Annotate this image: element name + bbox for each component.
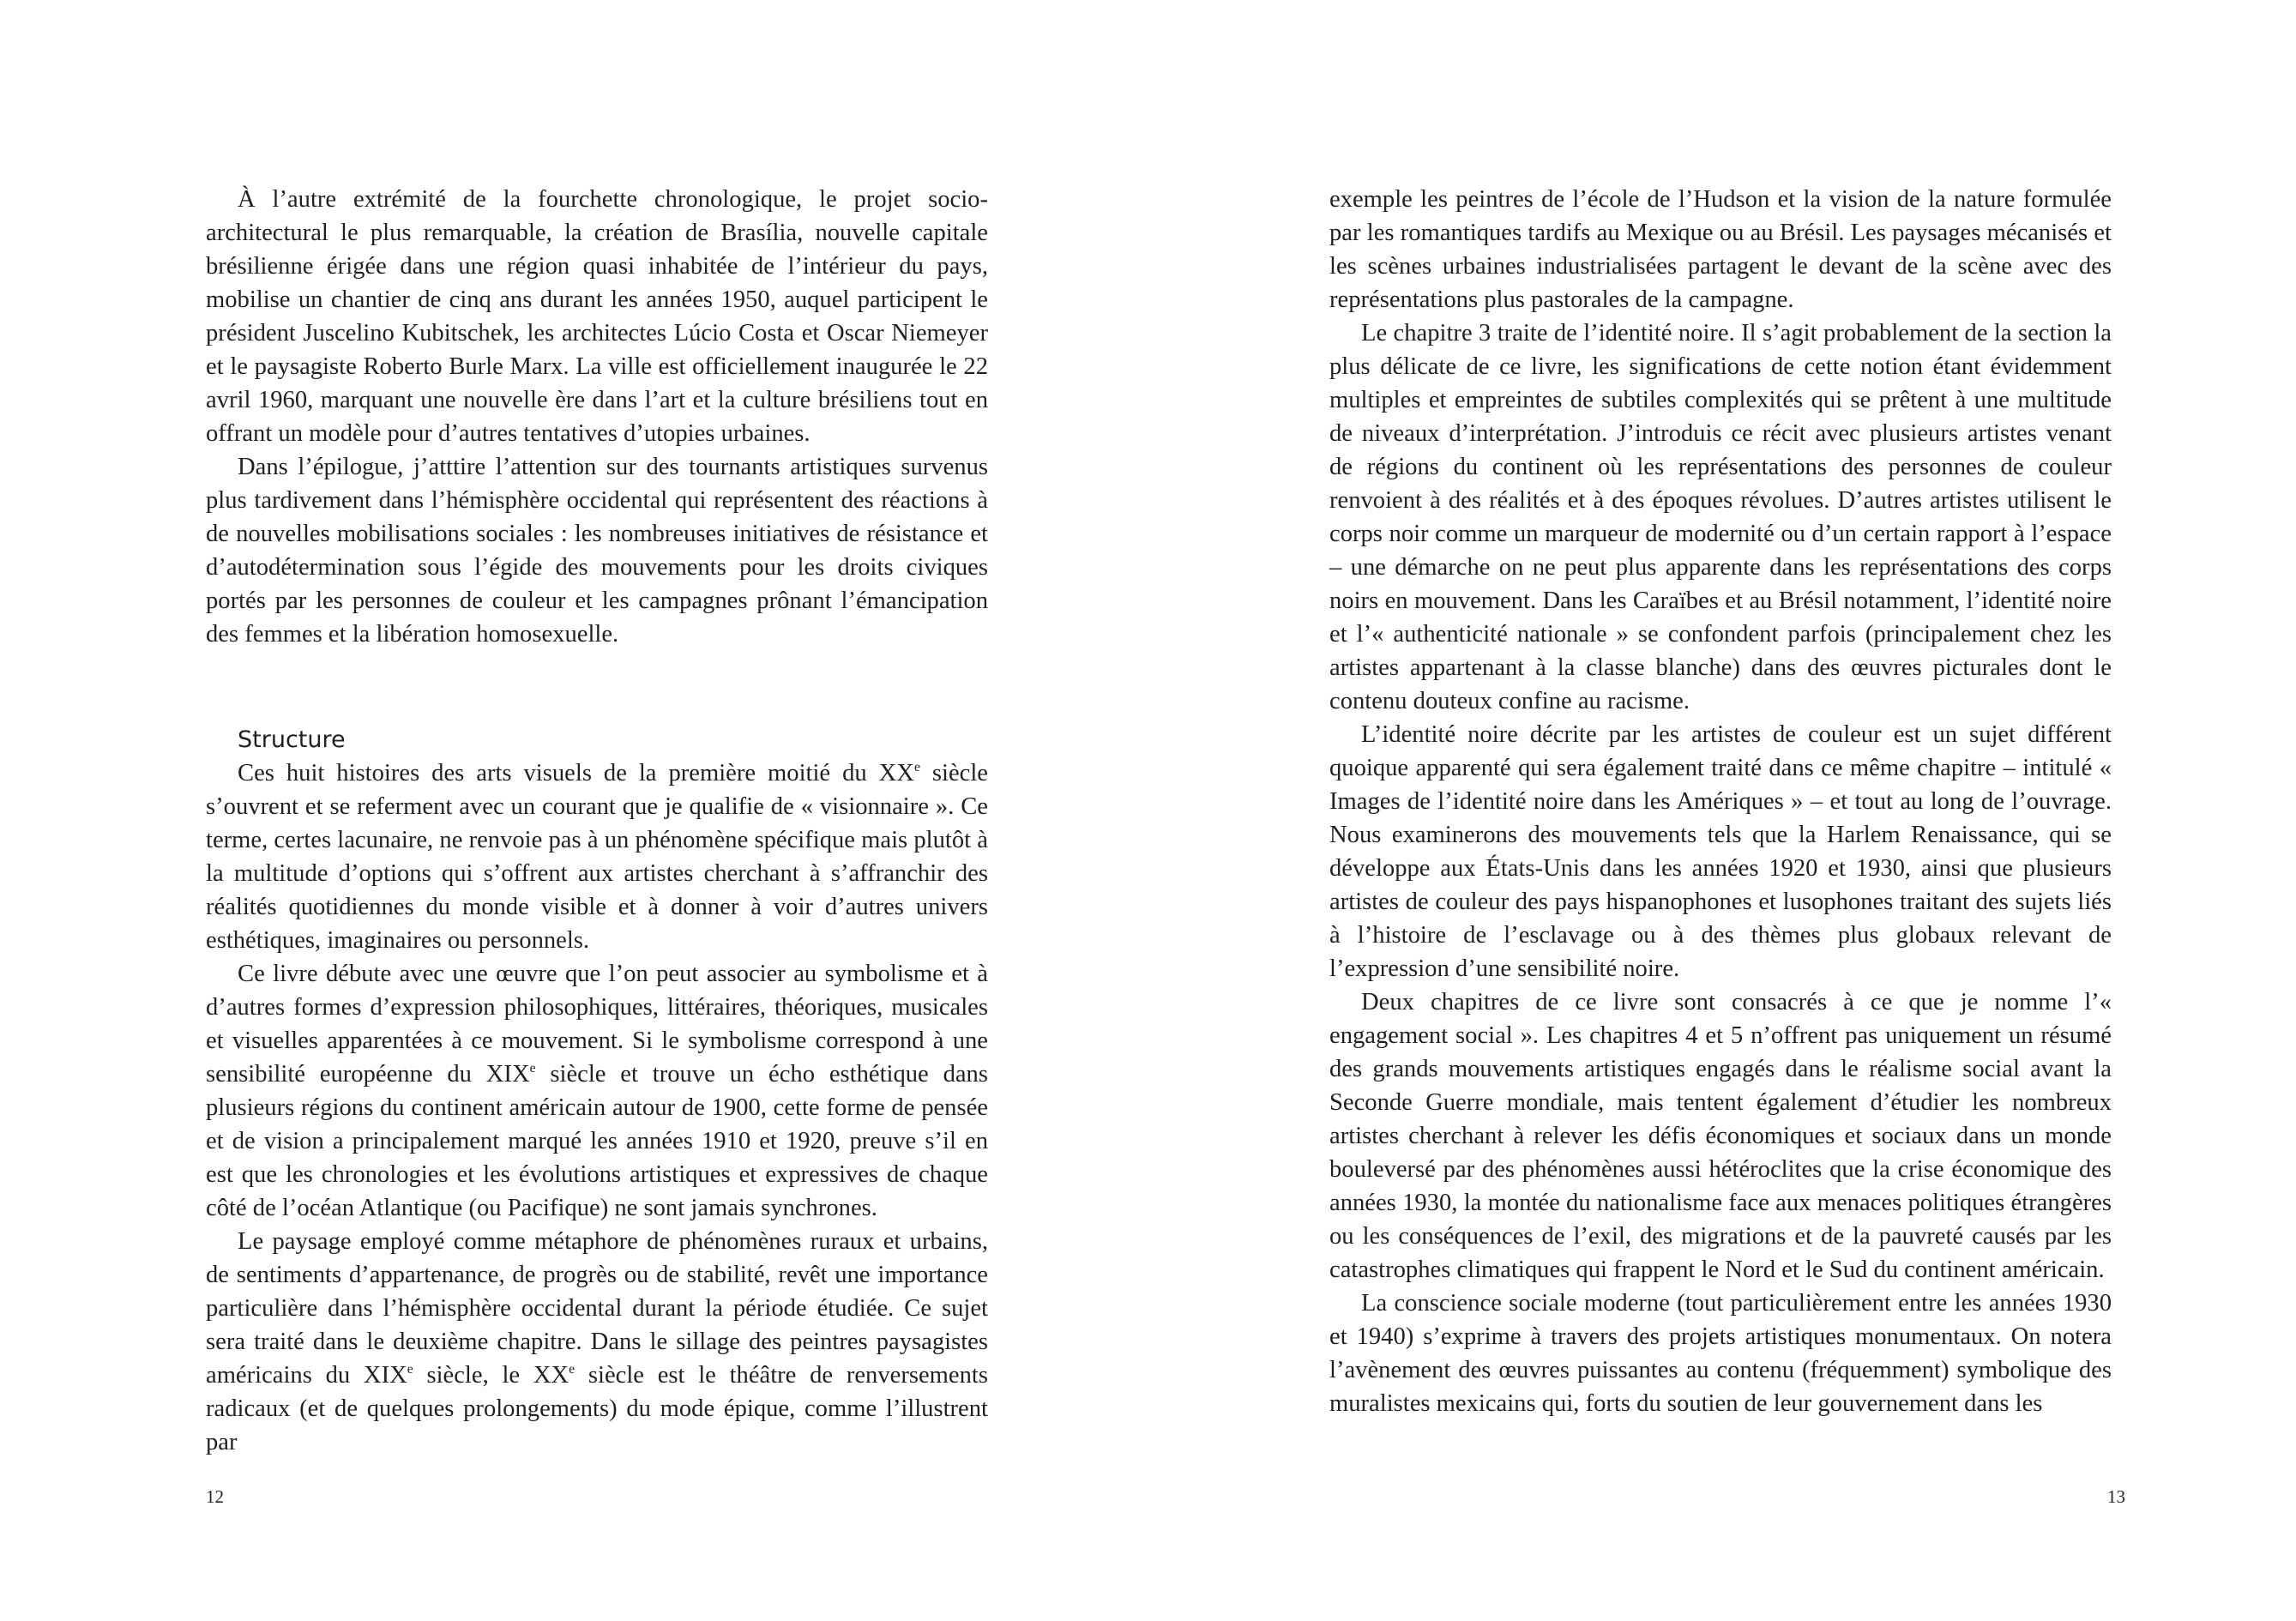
right-page [1148,0,2295,1621]
paragraph-brasilia: À l’autre extrémité de la fourchette chronologique, le projet socio-architectural le plus remarquable, la création de Brasília, nouvelle capitale brésilienne érigée dans une région quasi inhabitée de l’intérieur du pays, mobilise un chantier de cinq ans durant les années 1950, auquel participent le président Juscelino Kubitschek, les architectes Lúcio Costa et Oscar Niemeyer et le paysagiste Roberto Burle Marx. La ville est officiellement inaugurée le 22 avril 1960, marquant une nouvelle ère dans l’art et la culture brésiliens tout en offrant un modèle pour d’autres tentatives d’utopies urbaines. [206,186,988,447]
text-run: siècle est le théâtre de renversements radicaux (et de quelques prolongements) du mode épique, comme l’illustrent par [206,1362,988,1455]
section-heading-structure: Structure [238,726,346,753]
paragraph-engagement-social: Deux chapitres de ce livre sont consacrés à ce que je nomme l’« engagement social ». Les chapitres 4 et 5 n’offrent pas uniquement un résumé des grands mouvements artistiques engagés dans le réalisme social avant la Seconde Guerre mondiale, mais tentent également d’étudier les nombreux artistes cherchant à relever les défis économiques et sociaux dans un monde bouleversé par des phénomènes aussi hétéroclites que la crise économique des années 1930, la montée du nationalisme face aux menaces politiques étrangères ou les conséquences de l’exil, des migrations et de la pauvreté causés par les catastrophes climatiques qui frappent le Nord et le Sud du continent américain. [1329,989,2112,1283]
paragraph-paysage [206,1225,988,1459]
text-run: Ce livre débute avec une œuvre que l’on peut associer au symbolisme et à d’autres formes d’expression philosophiques, littéraires, théoriques, musicales et visuelles apparentées à ce mouvement. Si le symbolisme correspond à une sensibilité européenne du XIX [206,961,988,1088]
superscript: e [913,760,920,774]
paragraph-visionnaire [206,756,988,957]
superscript: e [569,1362,576,1377]
superscript: e [529,1061,536,1076]
paragraph-symbolisme [206,957,988,1225]
page-number-right: 13 [2107,1486,2125,1507]
paragraph-conscience-sociale: La conscience sociale moderne (tout particulièrement entre les années 1930 et 1940) s’exprime à travers des projets artistiques monumentaux. On notera l’avènement des œuvres puissantes au contenu (fréquemment) symbolique des muralistes mexicains qui, forts du soutien de leur gouvernement dans les [1329,1290,2112,1417]
paragraph-epilogue: Dans l’épilogue, j’atttire l’attention sur des tournants artistiques survenus plus tardivement dans l’hémisphère occidental qui représentent des réactions à de nouvelles mobilisations sociales : les nombreuses initiatives de résistance et d’autodétermination sous l’égide des mouvements pour les droits civiques portés par les personnes de couleur et les campagnes prônant l’émancipation des femmes et la libération homosexuelle. [206,454,988,648]
text-run: siècle s’ouvrent et se referment avec un courant que je qualifie de « visionnaire ». Ce terme, certes lacunaire, ne renvoie pas à un phénomène spécifique mais plutôt à la multitude d’options qui s’offrent aux artistes cherchant à s’affranchir des réalités quotidiennes du monde visible et à donner à voir d’autres univers esthétiques, imaginaires ou personnels. [206,760,988,954]
paragraph-identite-noire: Le chapitre 3 traite de l’identité noire. Il s’agit probablement de la section la plus délicate de ce livre, les significations de cette notion étant évidemment multiples et empreintes de subtiles complexités qui se prêtent à une multitude de niveaux d’interprétation. J’introduis ce récit avec plusieurs artistes venant de régions du continent où les représentations des personnes de couleur renvoient à des réalités et à des époques révolues. D’autres artistes utilisent le corps noir comme un marqueur de modernité ou d’un certain rapport à l’espace – une démarche on ne peut plus apparente dans les représentations des corps noirs en mouvement. Dans les Caraïbes et au Brésil notamment, l’identité noire et l’« authenticité nationale » se confondent parfois (principalement chez les artistes appartenant à la classe blanche) dans des œuvres picturales dont le contenu douteux confine au racisme. [1329,320,2112,714]
text-run: siècle, le XX [413,1362,569,1389]
paragraph-artistes-couleur: L’identité noire décrite par les artistes de couleur est un sujet différent quoique apparenté qui sera également traité dans ce même chapitre – intitulé « Images de l’identité noire dans les Amériques » – et tout au long de l’ouvrage. Nous examinerons des mouvements tels que la Harlem Renaissance, qui se développe aux États-Unis dans les années 1920 et 1930, ainsi que plusieurs artistes de couleur des pays hispanophones et lusophones traitant des sujets liés à l’histoire de l’esclavage ou à des thèmes plus globaux relevant de l’expression d’une sensibilité noire. [1329,721,2112,982]
text-run: Ces huit histoires des arts visuels de la première moitié du XX [238,760,914,786]
text-run: Le paysage employé comme métaphore de phénomènes ruraux et urbains, de sentiments d’appartenance, de progrès ou de stabilité, revêt une importance particulière dans l’hémisphère occidental durant la période étudiée. Ce sujet sera traité dans le deuxième chapitre. Dans le sillage des peintres paysagistes américains du XIX [206,1228,988,1389]
right-text-column [1329,183,2112,1420]
paragraph-continuation: exemple les peintres de l’école de l’Hudson et la vision de la nature formulée par les romantiques tardifs au Mexique ou au Brésil. Les paysages mécanisés et les scènes urbaines industrialisées partagent le devant de la scène avec des représentations plus pastorales de la campagne. [1329,186,2112,313]
text-run: siècle et trouve un écho esthétique dans plusieurs régions du continent américain autour de 1900, cette forme de pensée et de vision a principalement marqué les années 1910 et 1920, preuve s’il en est que les chronologies et les évolutions artistiques et expressives de chaque côté de l’océan Atlantique (ou Pacifique) ne sont jamais synchrones. [206,1061,988,1221]
left-text-column [206,183,988,1459]
superscript: e [407,1362,413,1377]
page-number-left: 12 [206,1486,224,1507]
